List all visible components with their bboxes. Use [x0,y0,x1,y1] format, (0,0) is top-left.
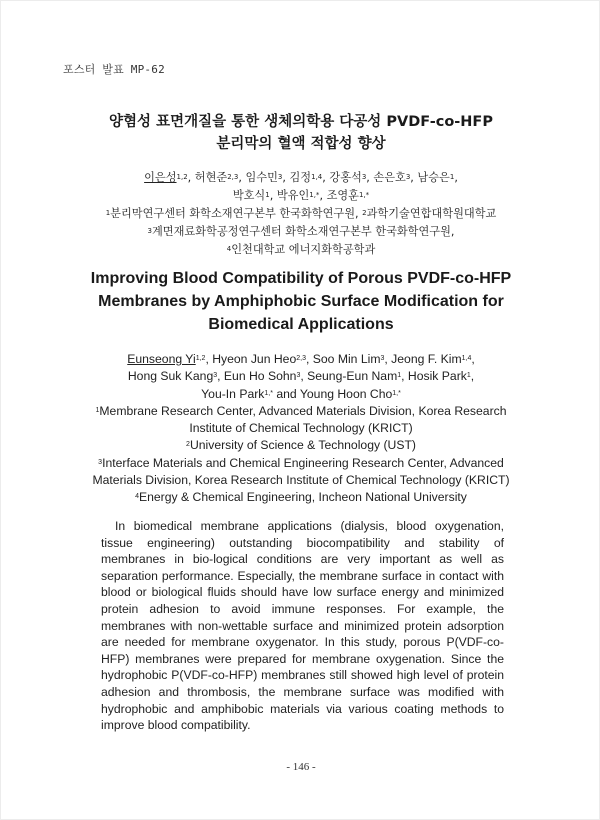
english-authors-line-1: Eunseong Yi$^{1,2}$, Hyeon Jun Heo$^{2,3}$, Soo Min Lim$^3$, Jeong F. Kim$^{1,4}$, [127,352,475,366]
affiliation-mark: 1,* [392,389,401,397]
english-authors-line-3 [1,386,600,403]
presenter-name: Eunseong Yi [127,352,196,366]
affiliation-mark: 3 [147,227,152,235]
affiliation-mark: 1,2 [176,173,188,181]
affiliation-mark: 3 [380,355,385,362]
affiliation-text: 과학기술연합대학원대학교 [366,207,497,220]
english-title-line: Biomedical Applications [208,316,394,333]
affiliation-mark: 3 [98,458,103,466]
author-name: 김정 [289,171,312,184]
affiliation-text: University of Science & Technology (UST) [189,438,416,453]
korean-authors-line-2: 박호식$^1$, 박유인$^{1,*}$, 조영훈$^{1,*}$ [232,189,370,202]
affiliation-mark: 1,* [358,191,370,199]
korean-author-block [1,169,600,259]
presenter-name: 이은성 [144,171,177,184]
korean-title-line: 분리막의 혈액 적합성 향상 [216,136,386,152]
english-affiliation-line [1,403,600,420]
author-name: Hyeon Jun Heo [212,352,297,366]
author-name: 임수민 [245,171,278,184]
affiliation-mark: 1,4 [461,355,472,362]
author-name: 손은호 [373,171,406,184]
korean-affiliation-line [1,241,600,259]
english-title-line: Membranes by Amphiphobic Surface Modification for [98,293,504,310]
affiliation-mark: 3 [405,173,411,181]
affiliation-text: 인천대학교 에너지화학공학과 [231,243,376,256]
author-name: Soo Min Lim [312,352,381,366]
author-name: Young Hoon Cho [299,386,393,401]
and-word: and [276,386,297,401]
affiliation-mark: 1,4 [311,173,323,181]
affiliation-mark: 4 [226,245,232,253]
author-name: Jeong F. Kim [391,352,462,366]
korean-authors-line-1: 이은성$^{1,2}$, 허현준$^{2,3}$, 임수민$^3$, 김정$^{1,4}$, 강홍석$^3$, 손은호$^3$, 남승은$^1$, [144,171,458,184]
english-affiliation-line [1,437,600,454]
affiliation-mark: 2,3 [227,173,239,181]
affiliation-text: Energy & Chemical Engineering, Incheon National University [139,490,467,505]
author-name: 조영훈 [326,189,359,202]
english-title [1,267,600,336]
affiliation-mark: 2 [186,441,190,449]
affiliation-mark: 4 [135,493,139,501]
author-name: 박유인 [276,189,310,202]
author-name: You-In Park [201,386,265,401]
author-name: 강홍석 [329,171,362,184]
affiliation-text: Interface Materials and Chemical Engineering Research Center, Advanced [102,455,504,470]
english-author-block [1,351,600,507]
affiliation-text: 계면재료화학공정연구센터 화학소재연구본부 한국화학연구원, [152,225,455,238]
affiliation-mark: 1,* [309,191,320,199]
affiliation-mark: 1 [466,372,471,380]
affiliation-mark: 1 [449,173,455,181]
affiliation-mark: 3 [213,372,218,380]
english-affiliation-line: Materials Division, Korea Research Institute of Chemical Technology (KRICT) [92,473,510,488]
english-affiliation-line [1,455,600,472]
english-affiliation-line [1,489,600,506]
affiliation-mark: 3 [361,173,367,181]
page-number: - 146 - [286,761,316,773]
abstract-paragraph: In biomedical membrane applications (dialysis, blood oxygenation, tissue engineering) outstanding biocompatibility and stability of membranes in bio-logical conditions are very important as well as separation performance. Especially, the membrane surface in contact with blood or biological fluids should have low surface energy and minimized protein adhesion to avoid immune responses. For example, the membranes with non-wettable surface and minimized protein adsorption are needed for membrane oxygenator. In this study, porous P(VDF-co-HFP) membranes were prepared for membrane oxygenation. Since the hydrophobic P(VDF-co-HFP) membranes still showed high level of protein adhesion and thrombosis, the membrane surface was modified with hydrophobic and amphibobic materials via various coating methods to improve blood compatibility. [101,519,504,733]
affiliation-text: 분리막연구센터 화학소재연구본부 한국화학연구원, [110,207,359,220]
author-name: Hosik Park [407,369,467,384]
affiliation-mark: 1 [95,406,100,414]
korean-affiliation-line [1,205,600,223]
korean-affiliation-line [1,223,600,241]
author-name: Seung-Eun Nam [307,369,398,384]
affiliation-mark: 1 [105,209,111,217]
korean-title [1,111,600,155]
affiliation-mark: 1 [397,372,402,380]
session-label: 포스터 발표 MP-62 [63,63,165,76]
affiliation-mark: 3 [277,173,283,181]
author-name: Eun Ho Sohn [223,369,297,384]
affiliation-mark: 1,* [264,389,273,397]
affiliation-mark: 3 [296,372,301,380]
english-title-line: Improving Blood Compatibility of Porous PVDF-co-HFP [90,270,512,287]
english-affiliation-line: Institute of Chemical Technology (KRICT) [189,421,413,436]
author-name: Hong Suk Kang [127,369,214,384]
affiliation-mark: 1,2 [195,355,206,362]
affiliation-mark: 1 [265,191,270,199]
affiliation-mark: 2,3 [296,355,306,362]
author-name: 남승은 [417,171,450,184]
korean-title-line: 양혐성 표면개질을 통한 생체의학용 다공성 PVDF-co-HFP [109,114,493,130]
english-authors-line-2: Hong Suk Kang$^3$, Eun Ho Sohn$^3$, Seung-Eun Nam$^1$, Hosik Park$^1$, [127,369,475,384]
affiliation-mark: 2 [362,209,367,217]
author-name: 박호식 [232,189,266,202]
affiliation-text: Membrane Research Center, Advanced Materials Division, Korea Research [99,403,507,418]
author-name: 허현준 [194,171,228,184]
